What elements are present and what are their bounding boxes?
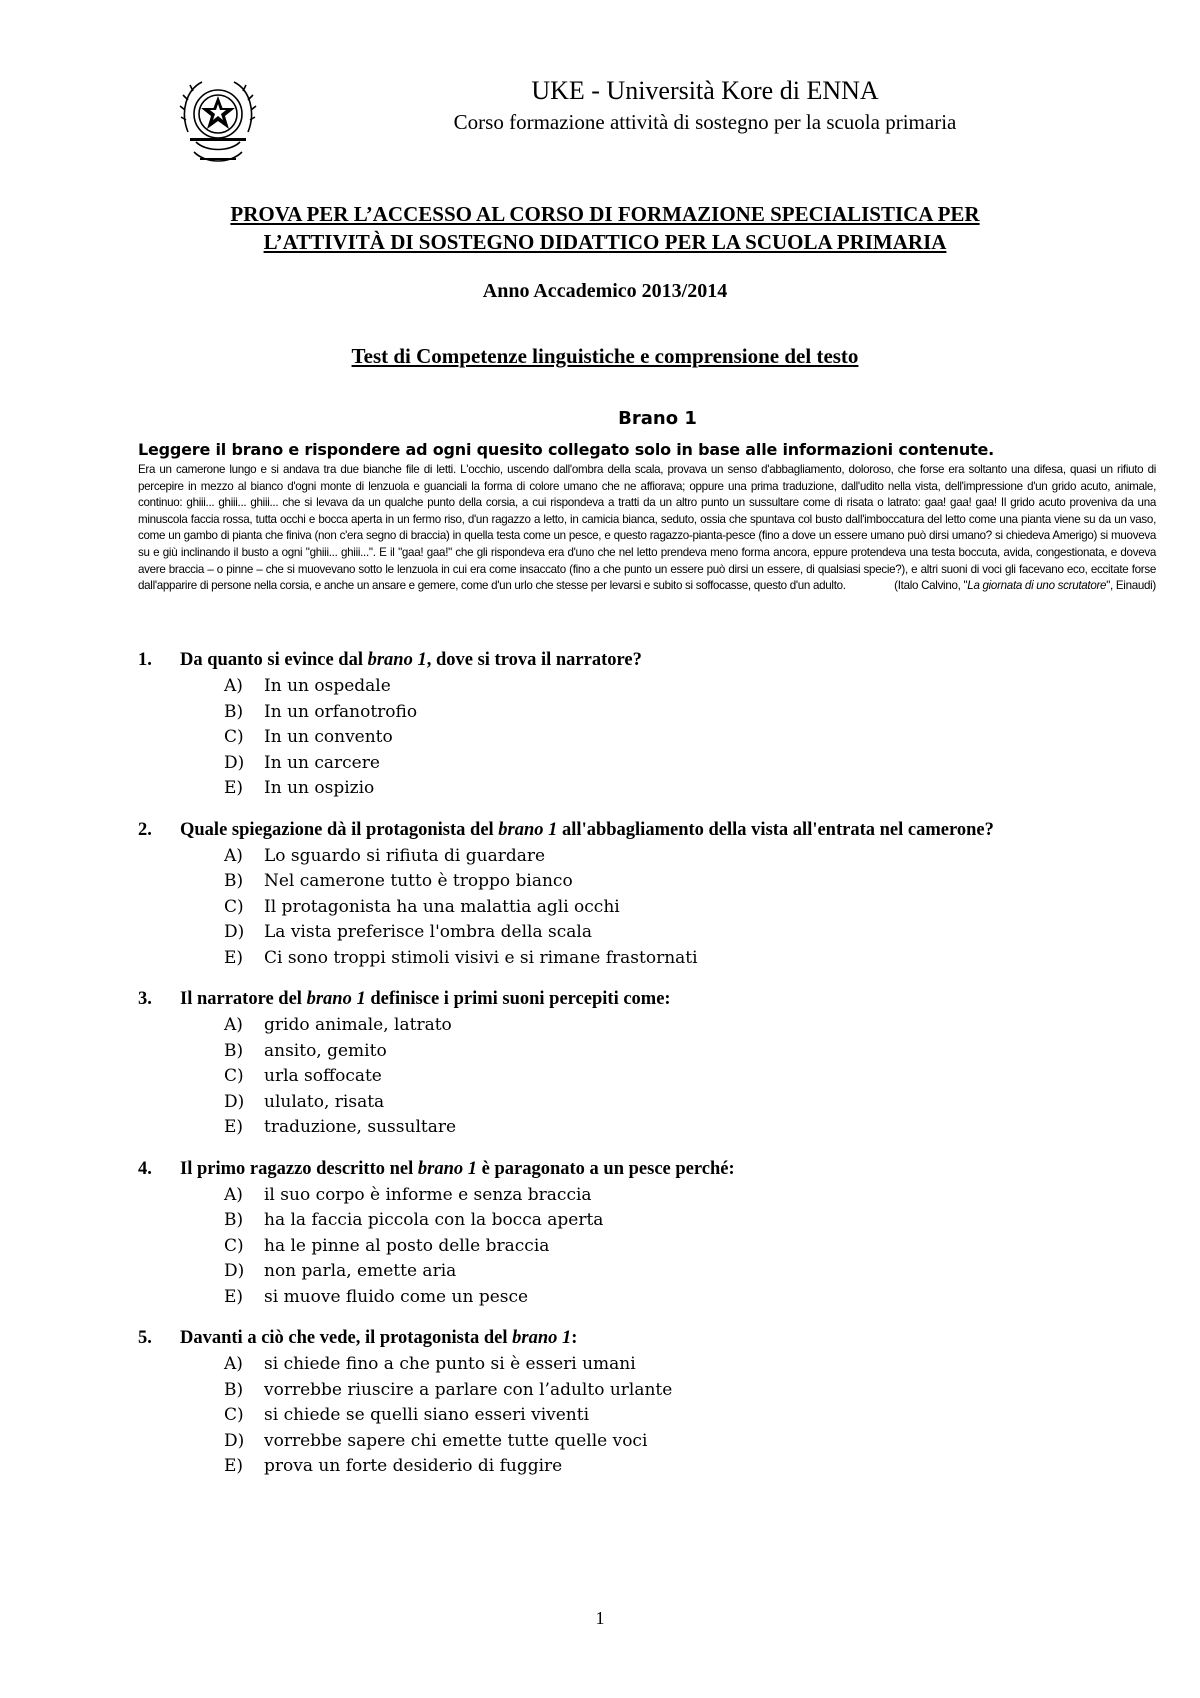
question-text xyxy=(138,816,1178,844)
italian-republic-emblem-icon xyxy=(176,72,260,172)
answer-option xyxy=(224,1259,1178,1285)
citation-suffix: ", Einaudi) xyxy=(1106,579,1156,593)
answer-option xyxy=(224,895,1178,921)
option-letter: C) xyxy=(224,1066,244,1086)
option-text: In un carcere xyxy=(264,752,380,773)
answer-option xyxy=(224,920,1178,946)
answer-option xyxy=(224,1429,1178,1455)
option-letter: E) xyxy=(224,1456,244,1476)
option-text: In un ospedale xyxy=(264,676,391,696)
passage-heading: Brano 1 xyxy=(618,408,697,429)
question-text-part: Davanti a ciò che vede, il protagonista del xyxy=(180,1328,513,1348)
option-text: La vista preferisce l'ombra della scala xyxy=(264,922,592,942)
option-letter: A) xyxy=(224,1015,243,1035)
option-text: vorrebbe riuscire a parlare con l’adulto urlante xyxy=(264,1379,673,1400)
question-3 xyxy=(138,985,1178,1141)
option-text: Il protagonista ha una malattia agli occhi xyxy=(264,896,620,917)
question-text-part: Da quanto si evince dal xyxy=(180,650,368,670)
option-letter: E) xyxy=(224,1117,244,1137)
answer-option xyxy=(224,674,1178,700)
option-letter: E) xyxy=(224,1286,244,1307)
questions-list xyxy=(138,646,1178,1494)
answer-option xyxy=(224,751,1178,777)
option-text: In un ospizio xyxy=(264,778,375,798)
question-text xyxy=(138,1155,1178,1183)
option-text: Nel camerone tutto è troppo bianco xyxy=(264,871,573,891)
answer-option xyxy=(224,844,1178,870)
answer-option xyxy=(224,1115,1178,1141)
answer-option xyxy=(224,1183,1178,1209)
answer-option xyxy=(224,1378,1178,1404)
question-text xyxy=(138,985,1178,1013)
option-letter: A) xyxy=(224,845,243,866)
question-text-part: all'abbagliamento della vista all'entrata nel camerone? xyxy=(557,819,994,840)
question-text xyxy=(138,646,1178,674)
option-text: urla soffocate xyxy=(264,1066,382,1086)
answer-option xyxy=(224,1090,1178,1116)
question-1 xyxy=(138,646,1178,802)
question-number: 2. xyxy=(138,819,152,840)
question-number: 5. xyxy=(138,1328,152,1348)
option-text: Ci sono troppi stimoli visivi e si rimane frastornati xyxy=(264,947,698,968)
course-name: Corso formazione attività di sostegno per la scuola primaria xyxy=(453,110,957,134)
test-title: Test di Competenze linguistiche e comprensione del testo xyxy=(351,344,859,368)
option-text: traduzione, sussultare xyxy=(264,1117,457,1137)
option-letter: E) xyxy=(224,778,244,798)
option-text: ha la faccia piccola con la bocca aperta xyxy=(264,1210,604,1230)
question-number: 4. xyxy=(138,1158,152,1179)
answer-option xyxy=(224,700,1178,726)
option-letter: C) xyxy=(224,727,244,747)
answer-options xyxy=(138,1183,1178,1311)
question-text-part: Il primo ragazzo descritto nel xyxy=(180,1158,418,1179)
question-text-part: Quale spiegazione dà il protagonista del xyxy=(180,819,499,840)
passage-instructions: Leggere il brano e rispondere ad ogni quesito collegato solo in base alle informazioni contenute. xyxy=(138,440,995,459)
answer-option xyxy=(224,1285,1178,1311)
option-letter: D) xyxy=(224,1261,245,1281)
page-header xyxy=(380,74,1030,136)
question-text-part: Il narratore del xyxy=(180,989,307,1009)
option-letter: D) xyxy=(224,922,245,942)
option-letter: B) xyxy=(224,1379,244,1400)
citation-work-title: La giornata di uno scrutatore xyxy=(967,579,1107,593)
answer-options xyxy=(138,844,1178,972)
option-letter: D) xyxy=(224,1091,245,1112)
answer-options xyxy=(138,1352,1178,1480)
option-letter: D) xyxy=(224,1430,245,1451)
university-name: UKE - Università Kore di ENNA xyxy=(531,76,879,105)
option-letter: B) xyxy=(224,871,244,891)
option-text: prova un forte desiderio di fuggire xyxy=(264,1456,563,1476)
answer-option xyxy=(224,1234,1178,1260)
answer-option xyxy=(224,1039,1178,1065)
option-letter: E) xyxy=(224,947,244,968)
option-letter: C) xyxy=(224,1235,244,1256)
answer-option xyxy=(224,1064,1178,1090)
answer-options xyxy=(138,674,1178,802)
question-number: 3. xyxy=(138,989,152,1009)
question-5 xyxy=(138,1324,1178,1480)
option-letter: D) xyxy=(224,752,245,773)
exam-title-line-1: PROVA PER L’ACCESSO AL CORSO DI FORMAZIONE SPECIALISTICA PER xyxy=(230,202,980,226)
question-number: 1. xyxy=(138,650,152,670)
option-letter: C) xyxy=(224,1405,244,1425)
option-text: ululato, risata xyxy=(264,1091,385,1112)
answer-option xyxy=(224,776,1178,802)
question-text xyxy=(138,1324,1178,1352)
academic-year: Anno Accademico 2013/2014 xyxy=(482,280,728,302)
question-4 xyxy=(138,1155,1178,1311)
option-letter: A) xyxy=(224,1184,243,1205)
answer-option xyxy=(224,1403,1178,1429)
question-text-italic: brano 1 xyxy=(367,650,427,670)
option-text: grido animale, latrato xyxy=(264,1015,452,1035)
option-text: Lo sguardo si rifiuta di guardare xyxy=(264,845,546,866)
option-text: In un convento xyxy=(264,727,393,747)
answer-option xyxy=(224,1208,1178,1234)
citation-prefix: (Italo Calvino, " xyxy=(894,579,968,593)
question-text-part: definisce i primi suoni percepiti come: xyxy=(365,989,671,1009)
option-letter: C) xyxy=(224,896,244,917)
answer-option xyxy=(224,946,1178,972)
answer-option xyxy=(224,869,1178,895)
option-text: non parla, emette aria xyxy=(264,1261,457,1281)
option-text: si muove fluido come un pesce xyxy=(264,1286,529,1307)
option-text: ansito, gemito xyxy=(264,1040,387,1061)
question-text-italic: brano 1 xyxy=(417,1158,477,1179)
option-letter: B) xyxy=(224,1040,244,1061)
exam-title-line-2: L’ATTIVITÀ DI SOSTEGNO DIDATTICO PER LA SCUOLA PRIMARIA xyxy=(263,230,947,254)
option-text: si chiede se quelli siano esseri viventi xyxy=(264,1405,590,1425)
question-text-part: : xyxy=(571,1328,578,1348)
question-text-part: è paragonato a un pesce perché: xyxy=(477,1158,735,1179)
question-text-italic: brano 1 xyxy=(498,819,558,840)
answer-option xyxy=(224,1352,1178,1378)
answer-option xyxy=(224,1013,1178,1039)
option-text: In un orfanotrofio xyxy=(264,701,418,722)
option-text: il suo corpo è informe e senza braccia xyxy=(264,1184,592,1205)
passage-text-block xyxy=(138,462,1156,595)
exam-title xyxy=(120,200,1090,256)
page-number: 1 xyxy=(595,1608,605,1628)
passage-citation xyxy=(894,578,1156,595)
option-text: vorrebbe sapere chi emette tutte quelle voci xyxy=(264,1430,648,1451)
question-text-part: , dove si trova il narratore? xyxy=(426,650,642,670)
option-letter: A) xyxy=(224,1354,243,1374)
option-letter: B) xyxy=(224,1210,244,1230)
passage-text: Era un camerone lungo e si andava tra due bianche file di letti. L'occhio, uscendo dall'ombra della scala, provava un senso d'abbagliamento, doloroso, che forse era soltanto una difesa, quasi un rifiuto di percepire in mezzo al bianco d'ogni monte di lenzuola e guanciali la forma di colore umano che ne affiorava; oppure una prima traduzione, dall'udito nella vista, dell'impressione d'un grido acuto, animale, continuo: ghiii... ghiii... ghiii... che si levava da un qualche punto della corsia, a cui rispondeva a tratti da un altro punto un sussultare come di risata o latrato: gaa! gaa! gaa! Il grido acuto proveniva da una minuscola faccia rossa, tutta occhi e bocca aperta in un fermo riso, d'un ragazzo a letto, in camicia bianca, seduto, ossia che spuntava col busto dall'imboccatura del letto come una pianta viene su da un vaso, come un gambo di pianta che finiva (non c'era segno di braccia) in quella testa come un pesce, e questo ragazzo-pianta-pesce (fino a dove un essere umano può dirsi umano? si chiedeva Amerigo) si muoveva su e giù inclinando il busto a ogni "ghiii... ghiii...". E il "gaa! gaa!" che gli rispondeva era d'uno che nel letto prendeva meno forma ancora, eppure protendeva una testa boccuta, avida, congestionata, e doveva avere braccia – o pinne – che si muovevano sotto le lenzuola in cui era come insaccato (fino a che punto un essere può dirsi un essere, di qualsiasi specie?), e altri suoni di voci gli facevano eco, eccitate forse dall'apparire di persone nella corsia, e anche un ansare e gemere, come d'un urlo che stesse per levarsi e subito si soffocasse, questo d'un adulto. xyxy=(138,463,1156,593)
option-text: si chiede fino a che punto si è esseri umani xyxy=(264,1354,636,1374)
question-text-italic: brano 1 xyxy=(306,989,366,1009)
option-letter: A) xyxy=(224,676,243,696)
option-letter: B) xyxy=(224,701,244,722)
question-2 xyxy=(138,816,1178,972)
answer-option xyxy=(224,1454,1178,1480)
option-text: ha le pinne al posto delle braccia xyxy=(264,1235,550,1256)
question-text-italic: brano 1 xyxy=(512,1328,572,1348)
answer-options xyxy=(138,1013,1178,1141)
answer-option xyxy=(224,725,1178,751)
